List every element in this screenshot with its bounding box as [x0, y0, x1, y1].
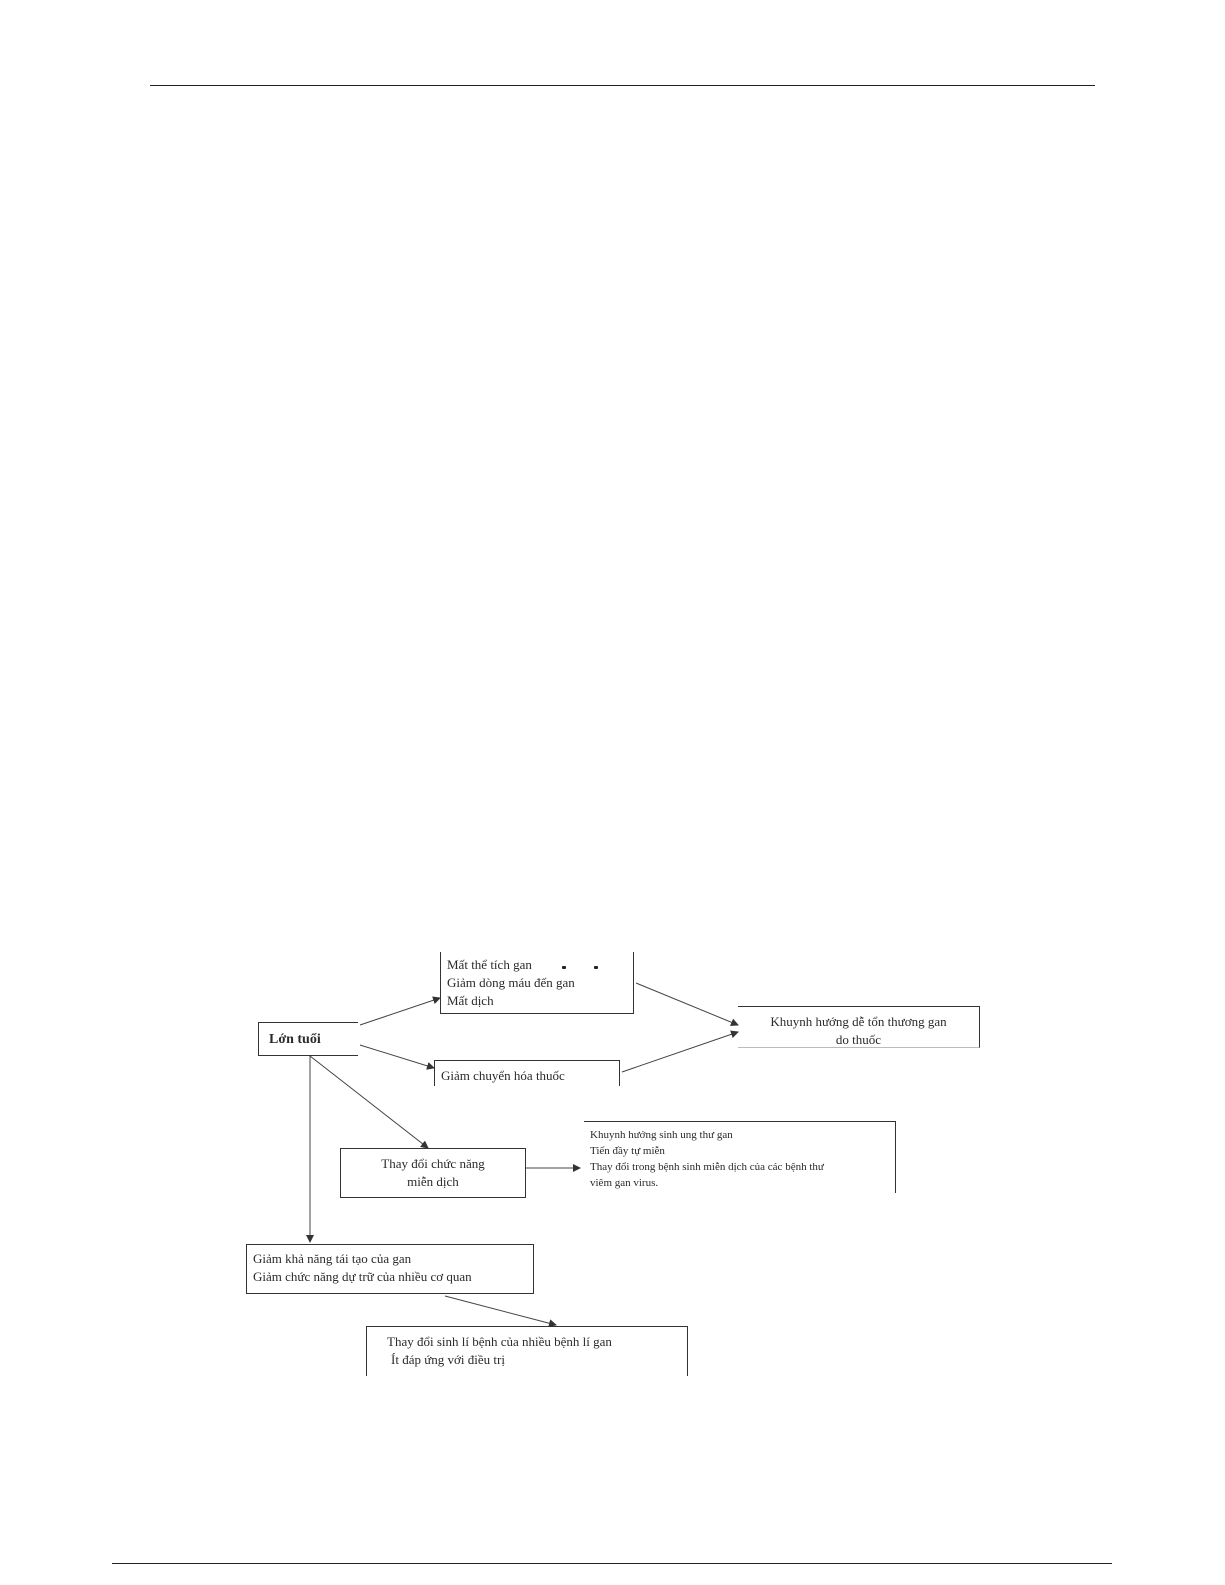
root-box: [258, 1022, 358, 1056]
regeneration-line-2: Giảm chức năng dự trữ của nhiều cơ quan: [253, 1269, 472, 1284]
stray-mark: [562, 966, 566, 969]
arrow-metabolism-to-tendency: [622, 1032, 738, 1072]
liver-factor-1: Mất thể tích gan: [447, 957, 532, 972]
arrow-root-to-metabolism: [360, 1045, 434, 1068]
arrow-liver-to-tendency: [636, 983, 738, 1025]
liver-factors-box: [440, 952, 634, 1014]
immune-effect-1: Khuynh hướng sinh ung thư gan: [590, 1129, 733, 1141]
tendency-box: [738, 1006, 980, 1048]
stray-mark: [594, 966, 598, 969]
arrow-root-to-liver: [360, 998, 440, 1025]
footer-rule: [112, 1563, 1112, 1564]
immune-effect-3: Thay đổi trong bệnh sinh miễn dịch của các bệnh thư: [590, 1161, 824, 1173]
pathology-line-2: Ít đáp ứng với điều trị: [391, 1352, 505, 1367]
tendency-line-2: do thuốc: [835, 1032, 882, 1047]
tendency-line-1: Khuynh hướng dễ tổn thương gan: [770, 1014, 947, 1029]
arrow-regeneration-to-pathology: [445, 1296, 556, 1325]
liver-factor-2: Giảm dòng máu đến gan: [447, 975, 575, 990]
immune-effect-2: Tiến đầy tự miễn: [590, 1145, 665, 1157]
metabolism-box: [434, 1060, 620, 1086]
immune-line-2: miễn dịch: [407, 1174, 459, 1189]
liver-factor-3: Mất dịch: [447, 993, 494, 1008]
metabolism-label: Giảm chuyển hóa thuốc: [441, 1068, 565, 1083]
regeneration-line-1: Giảm khả năng tái tạo của gan: [253, 1251, 412, 1266]
root-label: Lớn tuổi: [269, 1032, 321, 1047]
immune-box: [340, 1148, 526, 1198]
immune-effect-4: viêm gan virus.: [590, 1177, 659, 1189]
pathology-box: [366, 1326, 688, 1376]
immune-effects-box: [584, 1121, 896, 1193]
pathology-line-1: Thay đổi sinh lí bệnh của nhiều bệnh lí gan: [387, 1334, 612, 1349]
regeneration-box: [246, 1244, 534, 1294]
arrow-root-to-immune: [310, 1056, 428, 1148]
immune-line-1: Thay đổi chức năng: [381, 1156, 485, 1171]
